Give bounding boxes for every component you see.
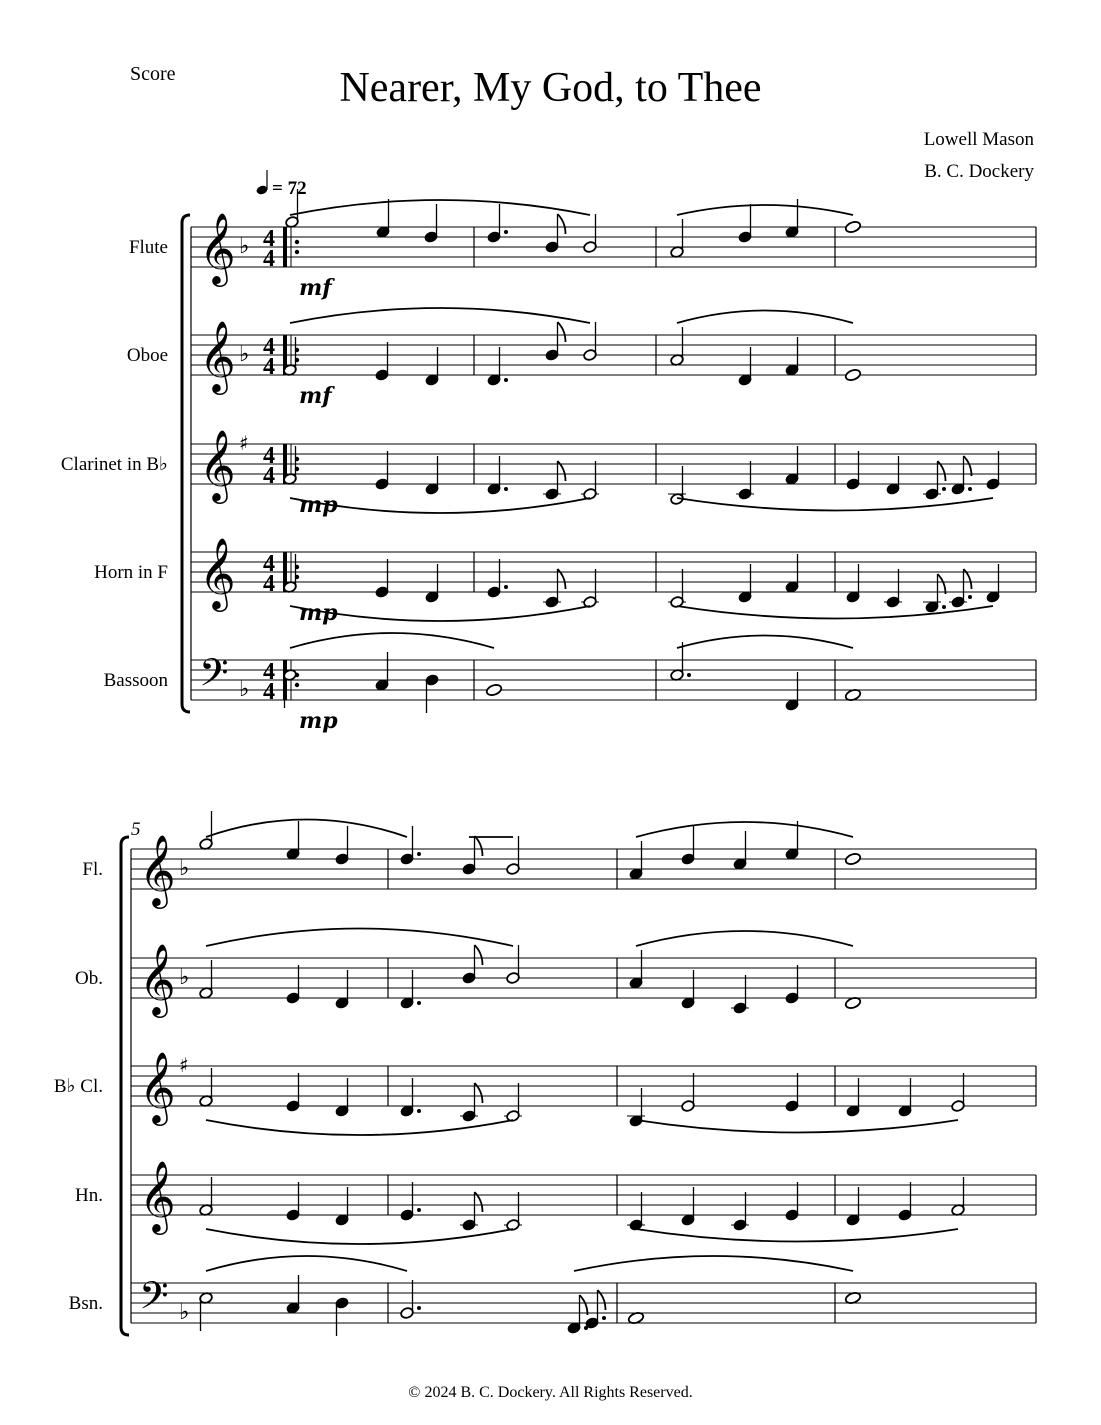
slur	[206, 929, 513, 947]
instrument-label: B♭ Cl.	[53, 1076, 103, 1097]
slur	[677, 636, 853, 649]
slur	[290, 200, 590, 215]
staff-2	[131, 929, 1036, 1015]
note-flag	[558, 322, 566, 342]
instrument-label: Horn in F	[94, 562, 168, 583]
augmentation-dot	[968, 595, 972, 599]
repeat-dot	[295, 240, 299, 244]
system-bracket	[121, 837, 129, 1335]
slur	[677, 205, 853, 215]
time-signature-denominator: 4	[263, 679, 275, 705]
note-flag	[558, 214, 566, 234]
instrument-label: Bsn.	[68, 1293, 103, 1314]
sharp-key-icon: ♯	[179, 1053, 189, 1077]
flat-key-icon: ♭	[179, 856, 190, 881]
staff-2	[191, 308, 1036, 386]
score-label: Score	[130, 63, 176, 85]
bass-clef-icon: 𝄢	[199, 650, 229, 704]
flat-key-icon: ♭	[239, 677, 250, 702]
sharp-key-icon: ♯	[239, 431, 249, 455]
augmentation-dot	[942, 605, 946, 609]
dynamic-marking: mf	[299, 275, 332, 301]
copyright-notice: © 2024 B. C. Dockery. All Rights Reserved.	[408, 1384, 693, 1401]
dynamic-marking: mf	[299, 383, 332, 409]
time-signature-denominator: 4	[263, 571, 275, 597]
augmentation-dot	[417, 852, 421, 856]
note-head	[844, 852, 861, 866]
slur	[677, 311, 853, 324]
time-signature-denominator: 4	[263, 246, 275, 272]
composer-credit: Lowell Mason	[923, 129, 1034, 150]
flat-key-icon: ♭	[239, 234, 250, 259]
slur	[206, 1229, 513, 1244]
note-flag	[964, 456, 972, 476]
dynamic-marking: mp	[299, 708, 338, 734]
instrument-label: Flute	[128, 237, 168, 258]
slur	[574, 1256, 853, 1271]
augmentation-dot	[968, 487, 972, 491]
treble-clef-icon: 𝄞	[199, 428, 236, 501]
augmentation-dot	[504, 378, 508, 382]
slur	[677, 498, 993, 511]
augmentation-dot	[504, 487, 508, 491]
instrument-label: Clarinet in B♭	[60, 454, 168, 475]
bass-clef-icon: 𝄢	[139, 1273, 169, 1327]
augmentation-dot	[687, 673, 691, 677]
time-signature-numerator: 4	[263, 659, 275, 685]
flat-key-icon: ♭	[179, 965, 190, 990]
slur	[206, 820, 407, 838]
note-flag	[475, 836, 483, 856]
time-signature-denominator: 4	[263, 354, 275, 380]
staff-1	[191, 189, 1036, 267]
time-signature-denominator: 4	[263, 463, 275, 489]
augmentation-dot	[602, 1316, 606, 1320]
slur	[636, 1120, 958, 1133]
repeat-dot	[295, 683, 299, 687]
measure-number: 5	[131, 819, 141, 840]
treble-clef-icon: 𝄞	[139, 942, 176, 1015]
note-flag	[938, 574, 946, 594]
instrument-label: Oboe	[126, 345, 168, 366]
treble-clef-icon: 𝄞	[199, 536, 236, 609]
treble-clef-icon: 𝄞	[199, 211, 236, 284]
treble-clef-icon: 𝄞	[139, 1159, 176, 1232]
augmentation-dot	[417, 1306, 421, 1310]
augmentation-dot	[417, 1208, 421, 1212]
staff-5	[131, 1256, 1036, 1336]
slur	[290, 633, 494, 648]
time-signature-numerator: 4	[263, 551, 275, 577]
augmentation-dot	[417, 1001, 421, 1005]
augmentation-dot	[942, 487, 946, 491]
time-signature-numerator: 4	[263, 443, 275, 469]
dynamic-marking: mp	[299, 600, 338, 626]
note-flag	[475, 945, 483, 965]
repeat-dot	[295, 250, 299, 254]
instrument-label: Bassoon	[103, 670, 168, 691]
staff-1	[131, 811, 1036, 889]
slur	[206, 1120, 513, 1135]
augmentation-dot	[417, 1109, 421, 1113]
time-signature-numerator: 4	[263, 334, 275, 360]
augmentation-dot	[504, 230, 508, 234]
slur	[636, 822, 853, 837]
augmentation-dot	[504, 585, 508, 589]
slur	[206, 1256, 407, 1271]
slur	[636, 931, 853, 946]
note-flag	[580, 1295, 588, 1315]
slur	[636, 1229, 958, 1242]
staff-5	[191, 633, 1036, 713]
repeat-thick-bar	[283, 227, 287, 267]
staff-4	[131, 1175, 1036, 1244]
instrument-label: Fl.	[82, 859, 103, 880]
staff-3	[131, 1066, 1036, 1135]
note-head	[844, 220, 861, 234]
flat-key-icon: ♭	[239, 342, 250, 367]
score-system	[121, 811, 1036, 1336]
treble-clef-icon: 𝄞	[139, 1050, 176, 1123]
treble-clef-icon: 𝄞	[199, 319, 236, 392]
note-head	[485, 683, 502, 697]
treble-clef-icon: 𝄞	[139, 833, 176, 906]
time-signature-numerator: 4	[263, 226, 275, 252]
note-head	[844, 368, 861, 382]
flat-key-icon: ♭	[179, 1300, 190, 1325]
score-system	[182, 189, 1036, 713]
arranger-credit: B. C. Dockery	[924, 161, 1034, 182]
slur	[290, 308, 590, 323]
instrument-label: Hn.	[75, 1185, 103, 1206]
system-bracket	[182, 215, 190, 712]
instrument-label: Ob.	[75, 968, 103, 989]
tempo-marking: = 72	[272, 178, 307, 199]
dynamic-marking: mp	[299, 492, 338, 518]
page-title: Nearer, My God, to Thee	[339, 65, 762, 111]
